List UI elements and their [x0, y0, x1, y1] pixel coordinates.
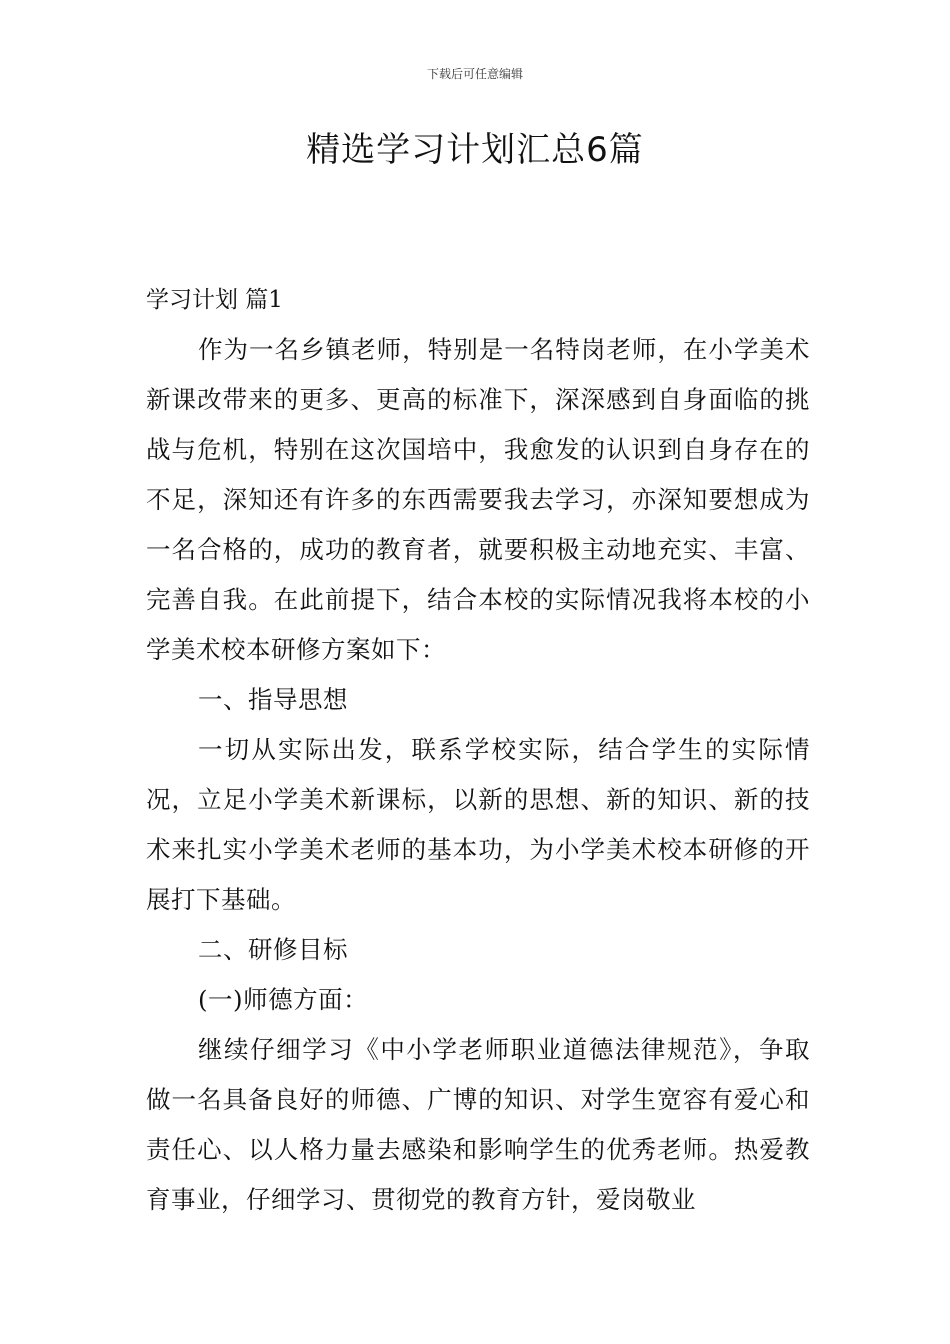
document-title: 精选学习计划汇总6篇 [306, 130, 644, 170]
paragraph-teacher-ethics: 继续仔细学习《中小学老师职业道德法律规范》，争取做一名具备良好的师德、广博的知识、对学生宽容有爱心和责任心、以人格力量去感染和影响学生的优秀老师。热爱教育事业，仔细学习、贯彻党的教育方针，爱岗敬业 [146, 1035, 810, 1214]
page-header-note: 下载后可任意编辑 [426, 67, 523, 81]
section-heading: 学习计划 篇1 [146, 287, 283, 313]
subheading-teacher-ethics: (一)师德方面： [198, 985, 369, 1014]
paragraph-guiding-ideology: 一切从实际出发，联系学校实际，结合学生的实际情况，立足小学美术新课标，以新的思想、新的知识、新的技术来扎实小学美术老师的基本功，为小学美术校本研修的开展打下基础。 [146, 735, 810, 914]
paragraph-intro: 作为一名乡镇老师，特别是一名特岗老师，在小学美术新课改带来的更多、更高的标准下，深深感到自身面临的挑战与危机，特别在这次国培中，我愈发的认识到自身存在的不足，深知还有许多的东西需要我去学习，亦深知要想成为一名合格的，成功的教育者，就要积极主动地充实、丰富、完善自我。在此前提下，结合本校的实际情况我将本校的小学美术校本研修方案如下： [146, 335, 810, 664]
subheading-guiding-ideology: 一、指导思想 [198, 685, 348, 714]
document-body [146, 325, 810, 1225]
subheading-research-goals: 二、研修目标 [198, 935, 348, 964]
